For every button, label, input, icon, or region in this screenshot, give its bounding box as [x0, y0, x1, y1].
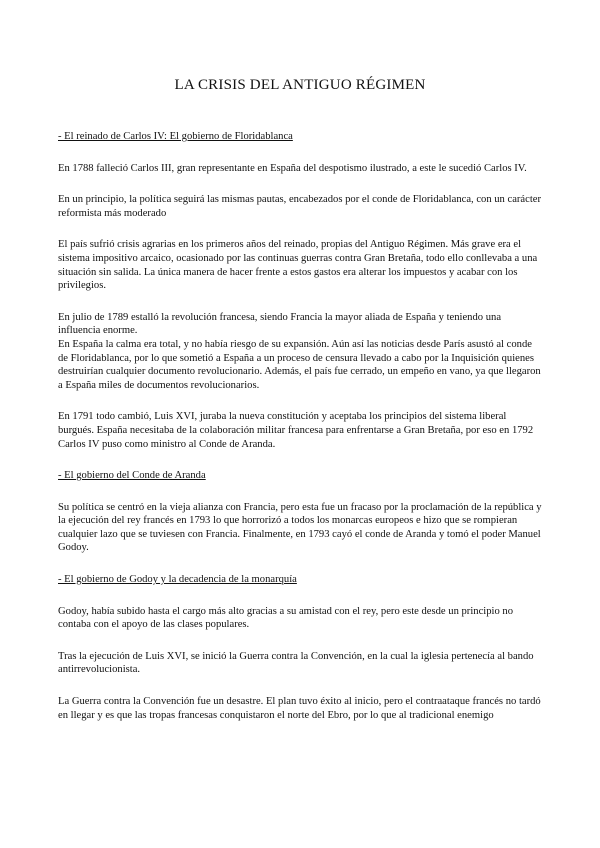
paragraph: En 1788 falleció Carlos III, gran representante en España del despotismo ilustrado, a este le sucedió Carlos IV. [58, 162, 527, 174]
section-heading: - El gobierno del Conde de Aranda [58, 470, 206, 482]
section-heading: - El gobierno de Godoy y la decadencia de la monarquía [58, 574, 297, 586]
document-body [58, 130, 542, 722]
paragraph: Tras la ejecución de Luis XVI, se inició la Guerra contra la Convención, en la cual la iglesia pertenecía al bando antirrevolucionista. [58, 650, 534, 676]
page-title: LA CRISIS DEL ANTIGUO RÉGIMEN [174, 77, 426, 93]
paragraph: Godoy, había subido hasta el cargo más alto gracias a su amistad con el rey, pero este desde un principio no contaba con el apoyo de las clases populares. [58, 605, 514, 631]
paragraph: La Guerra contra la Convención fue un desastre. El plan tuvo éxito al inicio, pero el contraataque francés no tardó en llegar y es que las tropas francesas conquistaron el norte del Ebro, por lo que al tradicional enemigo [58, 696, 541, 721]
section-heading: - El reinado de Carlos IV: El gobierno de Floridablanca [58, 131, 293, 142]
paragraph: En un principio, la política seguirá las mismas pautas, encabezados por el conde de Floridablanca, con un carácter reformista más moderado [58, 194, 542, 219]
paragraph: En julio de 1789 estalló la revolución francesa, siendo Francia la mayor aliada de España y teniendo una influencia enorme. [58, 311, 502, 337]
paragraph: Su política se centró en la vieja alianza con Francia, pero esta fue un fracaso por la proclamación de la república y la ejecución del rey francés en 1793 lo que horrorizó a todos los monarcas europeos e hizo que se rompieran cualquier lazo que se tuviesen con Francia. Finalmente, en 1793 cayó el conde de Aranda y tomó el poder Manuel Godoy. [58, 501, 542, 554]
paragraph: En España la calma era total, y no había riesgo de su expansión. Aún así las noticias desde París asustó al conde de Floridablanca, por lo que sometió a España a un proceso de censura llevado a cabo por la Inquisición quienes destruirían cualquier documento revolucionario. Además, el país fue cerrado, un empeño en vano, ya que llegaron a España miles de documentos revolucionarios. [58, 338, 541, 391]
paragraph: El país sufrió crisis agrarias en los primeros años del reinado, propias del Antiguo Régimen. Más grave era el sistema impositivo arcaico, ocasionado por las continuas guerras contra Gran Bretaña, todo ello conllevaba a una situación sin salida. La única manera de hacer frente a estos gastos era alterar los impuestos y acabar con los privilegios. [58, 239, 538, 292]
paragraph: En 1791 todo cambió, Luis XVI, juraba la nueva constitución y aceptaba los principios del sistema liberal burgués. España necesitaba de la colaboración militar francesa para enfrentarse a Gran Bretaña, por eso en 1792 Carlos IV puso como ministro al Conde de Aranda. [58, 411, 534, 450]
